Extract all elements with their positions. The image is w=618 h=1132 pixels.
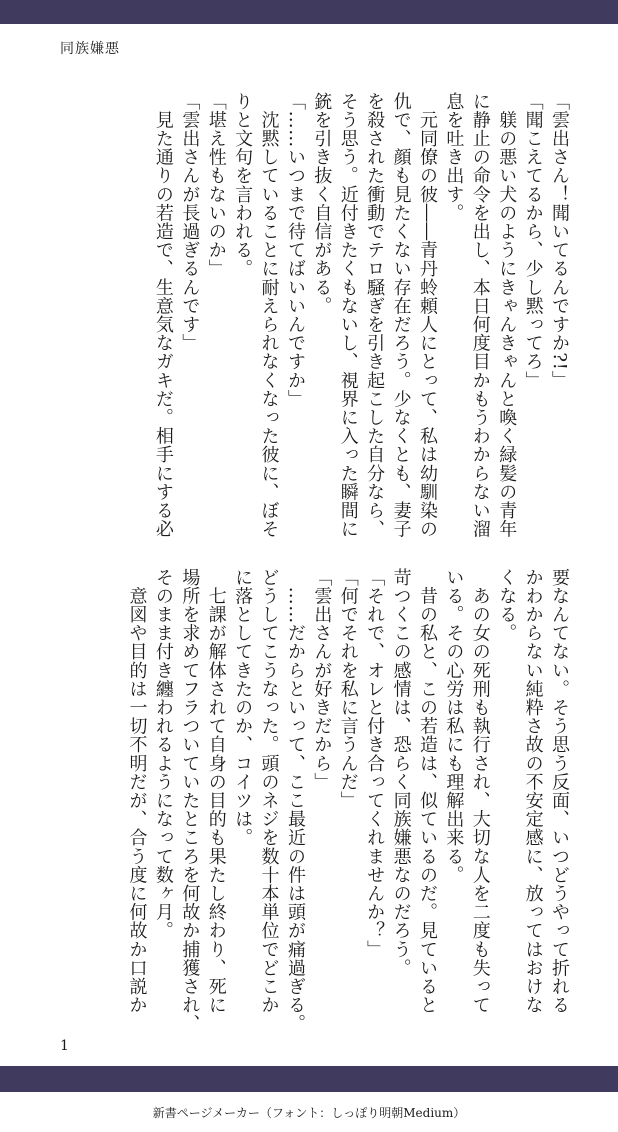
text-line: そう思う。近付きたくもないし、視界に入った瞬間に (337, 92, 359, 539)
text-line: 「それで、オレと付き合ってくれませんか？」 (364, 568, 386, 959)
text-line: かわからない純粋さ故の不安定感に、放ってはおけな (522, 568, 544, 1015)
text-line: を殺された衝動でテロ騒ぎを引き起こした自分なら、 (364, 92, 386, 539)
footer-credit: 新書ページメーカー（フォント：しっぽり明朝Medium） (152, 1106, 466, 1120)
text-line: に静止の命令を出し、本日何度目かもうわからない溜 (469, 92, 491, 539)
page-number: 1 (60, 1038, 69, 1054)
text-line: 「雲出さんが長過ぎるんです」 (179, 92, 201, 353)
text-line: 見た通りの若造で、生意気なガキだ。相手にする必 (152, 92, 174, 539)
text-line: 元同僚の彼――青丹蛉頼人にとって、私は幼馴染の (416, 92, 438, 539)
text-line: 「雲出さんが好きだから」 (311, 568, 333, 792)
text-line: 昔の私と、この若造は、似ているのだ。見ていると (416, 568, 438, 1015)
text-line: 銃を引き抜く自信がある。 (311, 92, 333, 316)
text-line: 苛つくこの感情は、恐らく同族嫌悪なのだろう。 (390, 568, 412, 978)
text-line: どうしてこうなった。頭のネジを数十本単位でどこか (258, 568, 280, 1015)
upper-text-column (52, 92, 572, 539)
text-line: りと文句を言われる。 (232, 92, 254, 278)
text-line: 「聞こえてるから、少し黙ってろ」 (522, 92, 544, 390)
text-line: 息を吐き出す。 (443, 92, 465, 223)
text-line: あの女の死刑も執行され、大切な人を二度も失って (469, 568, 491, 1015)
top-bar (0, 0, 618, 24)
text-line: そのまま付き纏われるようになって数ヶ月。 (152, 568, 174, 940)
text-line: に落としてきたのか、コイツは。 (232, 568, 254, 847)
text-line: くなる。 (496, 568, 518, 643)
text-line: 要なんてない。そう思う反面、いつどうやって折れる (549, 568, 570, 1015)
text-line: 場所を求めてフラついていたところを何故か捕獲され、 (179, 568, 201, 1033)
lower-text-column (52, 568, 572, 1033)
page-title: 同族嫌悪 (60, 41, 120, 57)
text-line: 「……いつまで待てばいいんですか」 (284, 92, 306, 409)
text-line: 躾の悪い犬のようにきゃんきゃんと喚く緑髪の青年 (496, 92, 518, 539)
text-line: 七課が解体されて自身の目的も果たし終わり、死に (205, 568, 227, 1015)
text-line: 「何でそれを私に言うんだ」 (337, 568, 359, 810)
text-line: 「雲出さん！聞いてるんですか?!」 (549, 92, 570, 390)
text-line: ……だからといって、ここ最近の件は頭が痛過ぎる。 (284, 568, 306, 1033)
text-line: 仇で、顔も見たくない存在だろう。少なくとも、妻子 (390, 92, 412, 539)
bottom-bar (0, 1066, 618, 1092)
text-line: 意図や目的は一切不明だが、合う度に何故か口説か (126, 568, 148, 1015)
text-line: 「堪え性もないのか」 (205, 92, 227, 278)
text-line: 沈黙していることに耐えられなくなった彼に、ぼそ (258, 92, 280, 539)
text-line: いる。その心労は私にも理解出来る。 (443, 568, 465, 885)
